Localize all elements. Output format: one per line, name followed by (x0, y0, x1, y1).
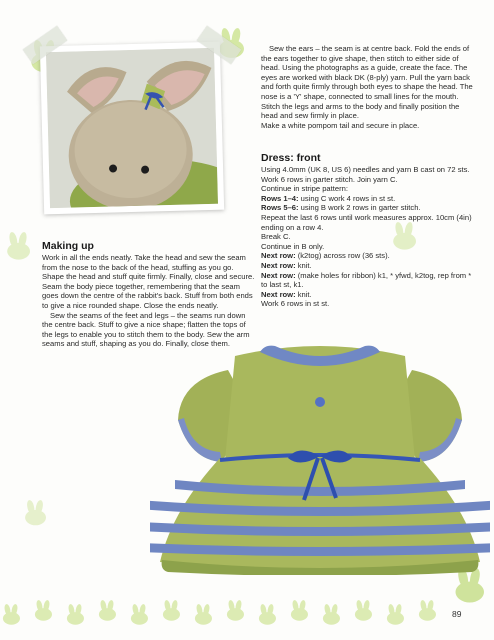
instruction-line: Break C. (261, 232, 291, 242)
instruction-line: Continue in B only. (261, 241, 325, 251)
instruction-line (261, 194, 473, 204)
row-text: (make holes for ribbon) k1, * yfwd, k2tog, rep from * to last st, k1. (261, 270, 472, 290)
paragraph: Sew the seams of the feet and legs – the seams run down the centre back. Stuff to give a nice shape; flatten the tops of the legs to enable you to stitch them to the body. Sew the arm seams and stuff, shaping as you do. Finally, close them. (42, 310, 250, 349)
instruction-line (261, 290, 473, 300)
knitted-dress-image (150, 340, 490, 575)
paragraph: Make a white pompom tail and secure in place. (261, 120, 420, 130)
row-label: Rows 1–4: (261, 193, 299, 203)
bunny-photo (40, 42, 224, 215)
row-text: (k2tog) across row (36 sts). (295, 251, 390, 261)
page-number: 89 (452, 609, 462, 619)
row-label: Rows 5–6: (261, 203, 299, 213)
section-heading: Dress: front (261, 152, 321, 164)
instruction-line: Repeat the last 6 rows until work measures approx. 10cm (4in) ending on a row 4. (261, 212, 472, 232)
paragraph: Work in all the ends neatly. Take the head and sew the seam from the nose to the back of the head, stuffing as you go. Shape the head and stuff quite firmly. Finally, close and secure. Seam the body piece together, remembering that the seam goes down the centre of the rabbit's back. Stuff from both ends to give a nice rounded shape. Close the ends neatly. (42, 253, 255, 310)
sewing-instructions (261, 44, 473, 130)
row-label: Next row: (261, 251, 296, 261)
instruction-line: Using 4.0mm (UK 8, US 6) needles and yarn B cast on 72 sts. (261, 165, 470, 174)
knitted-bunny-image (46, 48, 218, 208)
instruction-line (261, 271, 473, 290)
row-label: Next row: (261, 289, 296, 299)
row-text: using C work 4 rows in st st. (298, 193, 396, 203)
paragraph: Sew the ears – the seam is at centre back. Fold the ends of the ears together to give shape, then stitch to either side of head. Using the photographs as a guide, create the face. The eyes are worked with black DK (8-ply) yarn. Pull the yarn back and forth quite firmly through both eyes to shape the head. The nose is a 'Y' shape, connected to small lines for the mouth. Stitch the legs and arms to the body and finally position the head and sew firmly in place. (261, 44, 473, 121)
instruction-line: Work 6 rows in st st. (261, 299, 330, 309)
row-text: using B work 2 rows in garter stitch. (298, 203, 421, 213)
row-text: knit. (295, 289, 312, 299)
dress-front-section (261, 152, 473, 309)
row-label: Next row: (261, 260, 296, 270)
making-up-section (42, 240, 256, 349)
row-label: Next row: (261, 270, 296, 280)
instruction-line (261, 261, 473, 271)
section-heading: Making up (42, 240, 94, 252)
instruction-line: Continue in stripe pattern: (261, 184, 348, 194)
instruction-line (261, 203, 473, 213)
instruction-line (261, 251, 473, 261)
row-text: knit. (295, 260, 312, 270)
instruction-line: Work 6 rows in garter stitch. Join yarn C. (261, 174, 398, 184)
